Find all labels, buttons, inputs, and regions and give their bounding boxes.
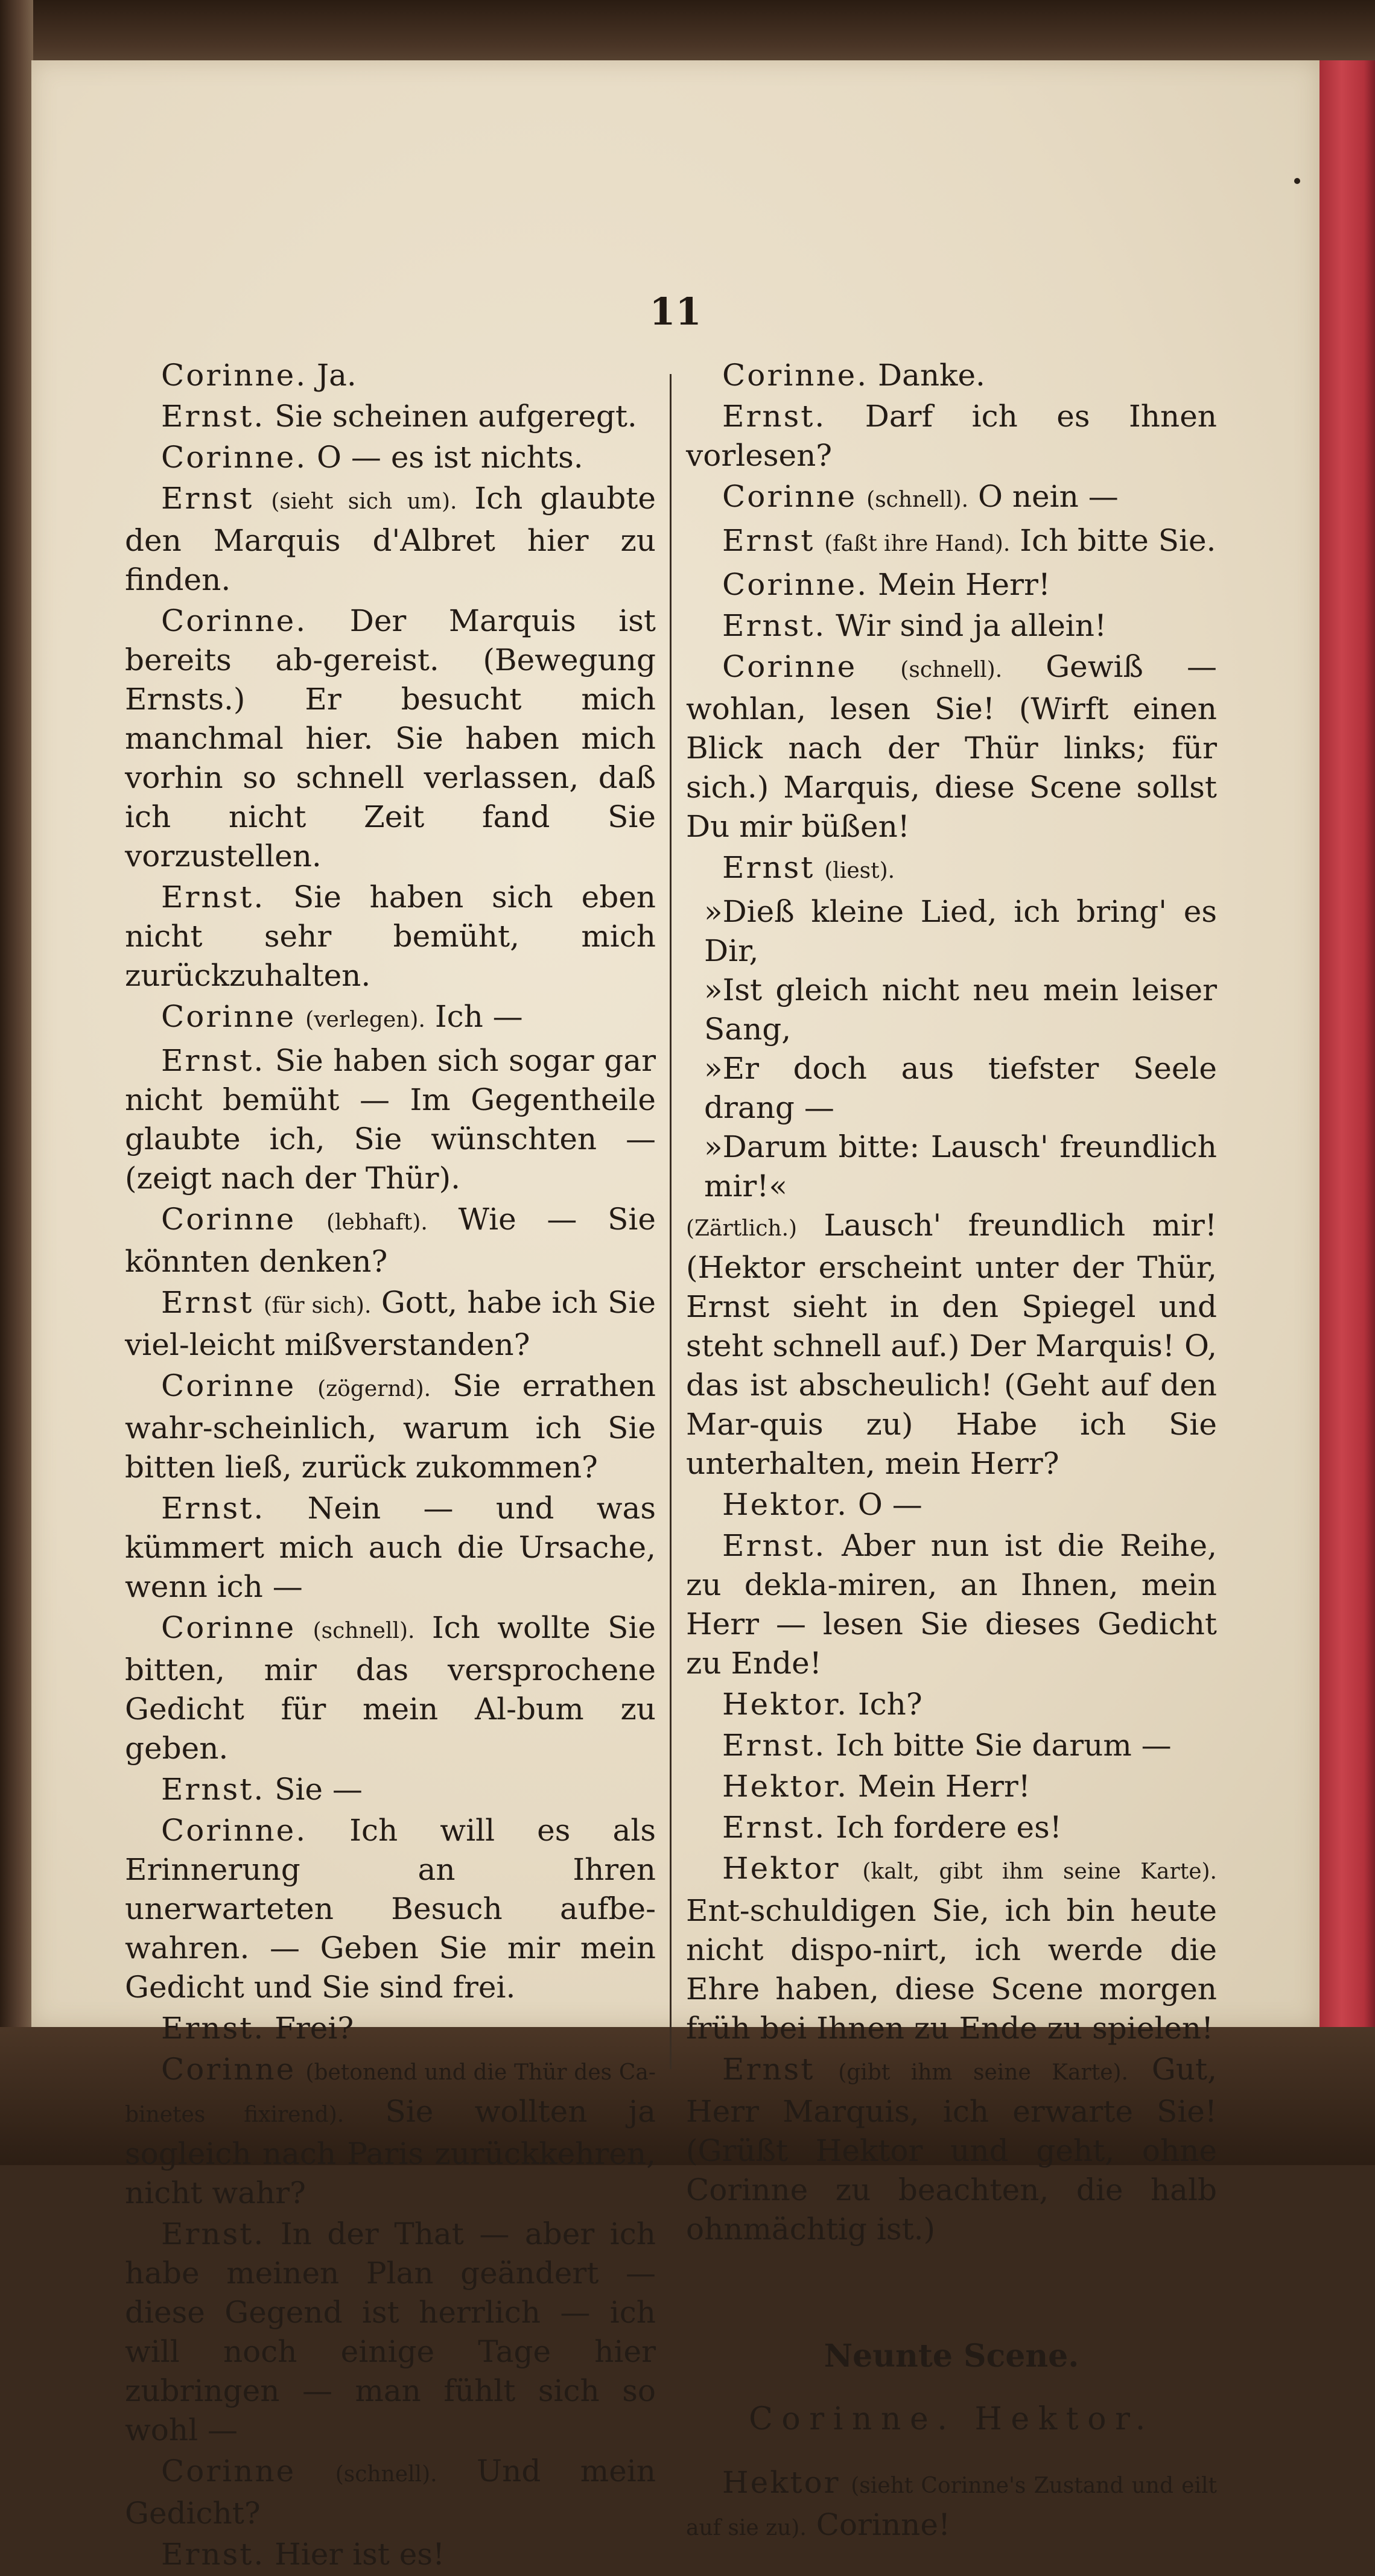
dialogue-text: Corinne! [816,2507,951,2542]
dialogue-text: Ich bitte Sie. [1020,523,1216,558]
dialogue-text: Gewiß — wohlan, lesen Sie! (Wirft einen Blick nach der Thür links; für sich.) Marquis, diese Scene sollst Du mir büßen! [686,649,1217,844]
speaker-name: Ernst [722,2052,815,2087]
speaker-name: Hektor [722,2465,840,2500]
dialogue-paragraph [686,2050,1217,2249]
dialogue-text: Mein Herr! [857,1769,1030,1804]
dialogue-paragraph [125,997,656,1039]
dialogue-paragraph [686,565,1217,604]
dialogue-text: Sie — [275,1772,363,1807]
dialogue-paragraph [125,1366,656,1487]
dialogue-text: Mein Herr! [878,567,1051,602]
stage-direction: (schnell). [900,658,1003,682]
dialogue-paragraph [686,2463,1217,2548]
stage-direction: (Zärtlich.) [686,1216,798,1241]
dialogue-text: Wie — Sie könnten denken? [125,1202,656,1279]
speaker-name: Hektor. [722,1487,848,1522]
speaker-name: Hektor. [722,1687,848,1722]
speaker-name: Hektor [722,1851,840,1886]
speaker-name: Ernst. [161,2011,265,2046]
dialogue-paragraph [125,2050,656,2213]
dialogue-text: Nein — und was kümmert mich auch die Ursache, wenn ich — [125,1491,656,1604]
speaker-name: Corinne. [161,440,308,475]
speaker-name: Ernst. [722,1528,827,1563]
dialogue-paragraph [686,477,1217,519]
dialogue-paragraph [125,1489,656,1607]
dialogue-paragraph [686,1485,1217,1524]
stage-direction: (liest). [824,858,895,883]
dialogue-paragraph [686,1767,1217,1806]
dialogue-text: Wir sind ja allein! [836,608,1107,643]
stage-direction: (schnell). [335,2462,437,2487]
dialogue-text: Lausch' freundlich mir! (Hektor erscheint unter der Thür, Ernst sieht in den Spiegel und steht schnell auf.) Der Marquis! O, das ist abscheulich! (Geht auf den Mar-quis zu) Habe ich Sie unterhalten, mein Herr? [686,1208,1217,1481]
dialogue-text: Sie errathen wahr-scheinlich, warum ich Sie bitten ließ, zurück zukommen? [125,1368,656,1485]
book-page [31,60,1319,2572]
speaker-name: Corinne. [722,358,869,393]
speaker-name: Ernst. [161,1491,265,1526]
book-binding-top [0,0,1375,66]
page-speck [1294,178,1300,184]
dialogue-paragraph [125,479,656,600]
right-column [686,356,1217,2549]
poem-line: »Dieß kleine Lied, ich bring' es Dir, [704,894,1217,968]
dialogue-paragraph [125,397,656,436]
dialogue-paragraph [125,2009,656,2048]
speaker-name: Ernst. [161,2216,265,2251]
dialogue-text: O — [857,1487,922,1522]
dialogue-paragraph [686,397,1217,475]
dialogue-text: Frei? [275,2011,354,2046]
dialogue-text: Ich bitte Sie darum — [836,1728,1172,1763]
poem-line: »Darum bitte: Lausch' freundlich mir!« [704,1129,1217,1204]
dialogue-paragraph [686,606,1217,646]
dialogue-text: Aber nun ist die Reihe, zu dekla-miren, an Ihnen, mein Herr — lesen Sie dieses Gedicht zu Ende! [686,1528,1217,1681]
dialogue-paragraph [686,1526,1217,1683]
dialogue-paragraph [686,647,1217,846]
column-divider [670,374,672,2069]
speaker-name: Corinne [161,2052,296,2087]
dialogue-text: Ich will es als Erinnerung an Ihren unerwarteten Besuch aufbe-wahren. — Geben Sie mir mein Gedicht und Sie sind frei. [125,1813,656,2005]
speaker-name: Ernst. [722,1728,827,1763]
dialogue-paragraph [125,878,656,995]
dialogue-text: Der Marquis ist bereits ab-gereist. (Bewegung Ernsts.) Er besucht mich manchmal hier. Sie haben mich vorhin so schnell verlassen, daß ich nicht Zeit fand Sie vorzustellen. [125,603,656,874]
dialogue-text: O nein — [977,479,1119,514]
dialogue-paragraph [686,1206,1217,1483]
dialogue-text: Danke. [878,358,985,393]
dialogue-text: Ich? [857,1687,922,1722]
dialogue-text: Gott, habe ich Sie viel-leicht mißverstanden? [125,1285,656,1362]
dialogue-paragraph [125,601,656,876]
dialogue-paragraph [686,356,1217,395]
speaker-name: Corinne [722,479,857,514]
poem-line: »Er doch aus tiefster Seele drang — [704,1051,1217,1125]
stage-direction: (betonend und die Thür des Ca-binetes fixirend). [125,2060,656,2127]
speaker-name: Ernst. [161,1772,265,1807]
stage-direction: (für sich). [263,1293,372,1318]
stage-direction: (schnell). [866,487,969,512]
dialogue-text: Ich glaubte den Marquis d'Albret hier zu finden. [125,481,656,597]
speaker-name: Ernst [722,850,815,885]
dialogue-paragraph [686,1685,1217,1724]
dialogue-text: Ich — [434,999,523,1034]
dialogue-text: Und mein Gedicht? [125,2454,656,2531]
dialogue-paragraph [125,1770,656,1809]
dialogue-text: Ich wollte Sie bitten, mir das versprochene Gedicht für mein Al-bum zu geben. [125,1610,656,1766]
speaker-name: Corinne. [161,1813,308,1848]
stage-direction: (zögernd). [317,1377,431,1401]
dialogue-paragraph [125,356,656,395]
speaker-name: Ernst [161,481,254,516]
scene-title: Neunte Scene. [824,2338,1079,2375]
dialogue-paragraph [125,2215,656,2450]
speaker-name: Corinne. [161,603,308,638]
speaker-name: Ernst. [161,880,265,915]
stage-direction: (faßt ihre Hand). [824,531,1011,556]
dialogue-paragraph [686,1849,1217,2048]
dialogue-text: Gut, Herr Marquis, ich erwarte Sie! (Grüßt Hektor und geht, ohne Corinne zu beachten, die halb ohnmächtig ist.) [686,2052,1217,2247]
speaker-name: Ernst. [722,1810,827,1845]
dialogue-paragraph [125,1283,656,1365]
dialogue-paragraph [125,1608,656,1768]
speaker-name: Corinne. [161,358,308,393]
dialogue-text: O — es ist nichts. [317,440,583,475]
dialogue-text: Ich fordere es! [836,1810,1062,1845]
dialogue-text: Sie wollten ja sogleich nach Paris zurückkehren, nicht wahr? [125,2094,656,2210]
page-edge-red [1319,60,1375,2027]
speaker-name: Corinne [161,999,296,1034]
dialogue-text: Sie scheinen aufgeregt. [275,399,637,434]
stage-direction: (lebhaft). [326,1210,428,1235]
stage-direction: (kalt, gibt ihm seine Karte). [862,1859,1217,1884]
stage-direction: (sieht sich um). [271,489,457,514]
speaker-name: Hektor. [722,1769,848,1804]
dialogue-paragraph [125,2535,656,2574]
dialogue-text: Sie haben sich sogar gar nicht bemüht — Im Gegentheile glaubte ich, Sie wünschten — (zeigt nach der Thür). [125,1043,656,1196]
dialogue-paragraph [125,1200,656,1281]
speaker-name: Ernst [161,1285,254,1320]
stage-direction: (sieht Corinne's Zustand und eilt auf sie zu). [686,2473,1217,2540]
dialogue-paragraph [686,521,1217,563]
speaker-name: Corinne [722,649,857,684]
left-column [125,356,656,2576]
speaker-name: Corinne. [722,567,869,602]
poem-line: »Ist gleich nicht neu mein leiser Sang, [704,972,1217,1047]
dialogue-paragraph [686,1726,1217,1765]
speaker-name: Ernst. [161,2537,265,2572]
stage-direction: (gibt ihm seine Karte). [838,2060,1128,2085]
speaker-name: Corinne [161,2454,296,2489]
stage-direction: (schnell). [313,1619,415,1643]
stage-direction: (verlegen). [305,1007,425,1032]
dialogue-paragraph [125,1041,656,1198]
book-binding-left [0,0,33,2165]
speaker-name: Corinne [161,1610,296,1645]
speaker-name: Ernst. [161,399,265,434]
dialogue-paragraph [125,438,656,477]
speaker-name: Ernst. [161,1043,265,1078]
speaker-name: Ernst. [722,608,827,643]
page-number: 11 [649,290,702,334]
dialogue-paragraph [125,1811,656,2007]
dialogue-text: Ent-schuldigen Sie, ich bin heute nicht dispo-nirt, ich werde die Ehre haben, diese Scene morgen früh bei Ihnen zu Ende zu spielen! [686,1893,1217,2046]
scene-persons: Corinne. Hektor. [749,2401,1154,2437]
dialogue-paragraph [125,2452,656,2533]
dialogue-text: Ja. [317,358,357,393]
speaker-name: Corinne [161,1202,296,1237]
dialogue-text: Sie haben sich eben nicht sehr bemüht, mich zurückzuhalten. [125,880,656,993]
dialogue-text: Darf ich es Ihnen vorlesen? [686,399,1217,473]
dialogue-paragraph [686,848,1217,890]
dialogue-text: Hier ist es! [275,2537,445,2572]
dialogue-paragraph [686,1808,1217,1847]
speaker-name: Ernst. [722,399,827,434]
speaker-name: Ernst [722,523,815,558]
dialogue-text: In der That — aber ich habe meinen Plan geändert — diese Gegend ist herrlich — ich will noch einige Tage hier zubringen — man fühlt sich so wohl — [125,2216,656,2448]
speaker-name: Corinne [161,1368,296,1403]
